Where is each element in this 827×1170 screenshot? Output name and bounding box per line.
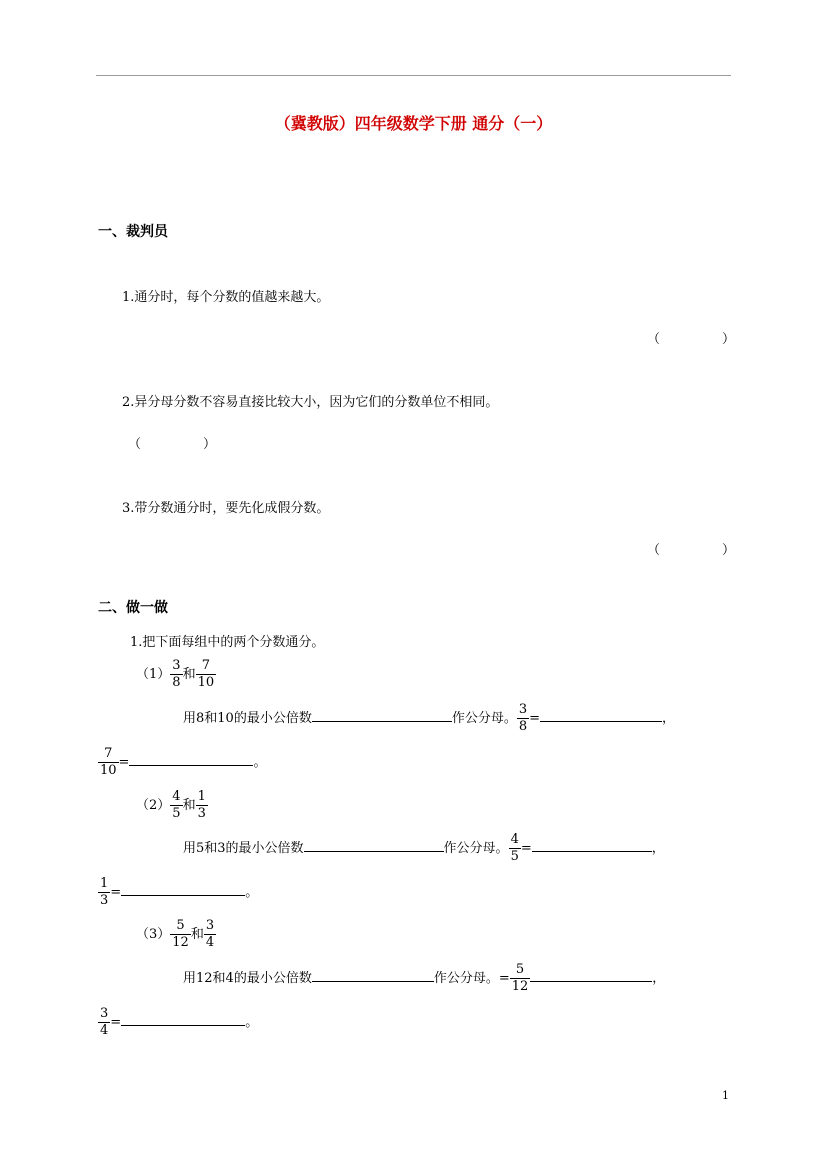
answer-blank-2b[interactable] (121, 881, 245, 896)
fraction: $\frac{1}{3}$ (197, 789, 206, 821)
answer-blank-3b[interactable] (121, 1011, 245, 1026)
lcm-blank-1[interactable] (312, 707, 452, 722)
problem-1-line-1: 用8和10的最小公倍数 作公分母。 $\frac{3}{8}$ = ， (183, 702, 676, 734)
fraction: $\frac{4}{5}$ (172, 789, 181, 821)
problem-3-header: （3） $\frac{5}{12}$ 和 $\frac{3}{4}$ (136, 918, 215, 950)
fraction: $\frac{4}{5}$ (510, 832, 519, 864)
answer-blank-1b[interactable] (129, 751, 253, 766)
section-heading-judge: 一、裁判员 (98, 224, 168, 240)
fraction: $\frac{3}{8}$ (172, 658, 181, 690)
question-2: 2.异分母分数不容易直接比较大小，因为它们的分数单位不相同。 (122, 395, 499, 410)
problem-3-line-1: 用12和4的最小公倍数 作公分母。= $\frac{5}{12}$ ， (183, 962, 666, 994)
practice-instruction: 1.把下面每组中的两个分数通分。 (130, 635, 325, 650)
fraction: $\frac{7}{10}$ (100, 746, 117, 778)
answer-bracket-3[interactable]: （ ） (647, 543, 736, 558)
lcm-blank-2[interactable] (304, 837, 444, 852)
page-number: 1 (722, 1089, 729, 1102)
answer-blank-1a[interactable] (540, 707, 662, 722)
answer-bracket-2[interactable]: （ ） (128, 437, 217, 452)
page-title: （冀教版）四年级数学下册 通分（一） (274, 114, 553, 133)
problem-3-line-2: $\frac{3}{4}$ = 。 (100, 1006, 259, 1038)
fraction: $\frac{7}{10}$ (197, 658, 215, 690)
answer-blank-2a[interactable] (532, 837, 652, 852)
fraction: $\frac{3}{4}$ (100, 1006, 109, 1038)
answer-bracket-1[interactable]: （ ） (647, 332, 736, 347)
answer-blank-3a[interactable] (530, 967, 652, 982)
question-1: 1.通分时，每个分数的值越来越大。 (122, 290, 330, 305)
lcm-blank-3[interactable] (312, 967, 434, 982)
header-rule (96, 75, 731, 76)
problem-1-line-2: $\frac{7}{10}$ = 。 (100, 746, 267, 778)
fraction: $\frac{3}{8}$ (518, 702, 528, 734)
fraction: $\frac{1}{3}$ (100, 876, 109, 908)
problem-2-header: （2） $\frac{4}{5}$ 和 $\frac{1}{3}$ (136, 789, 206, 821)
fraction: $\frac{5}{12}$ (511, 962, 529, 994)
problem-2-line-1: 用5和3的最小公倍数 作公分母。 $\frac{4}{5}$ = ， (183, 832, 665, 864)
question-3: 3.带分数通分时，要先化成假分数。 (122, 501, 330, 516)
problem-2-line-2: $\frac{1}{3}$ = 。 (100, 876, 259, 908)
fraction: $\frac{3}{4}$ (205, 918, 215, 950)
section-heading-practice: 二、做一做 (98, 600, 168, 616)
problem-1-header: （1） $\frac{3}{8}$ 和 $\frac{7}{10}$ (136, 658, 215, 690)
fraction: $\frac{5}{12}$ (172, 918, 189, 950)
